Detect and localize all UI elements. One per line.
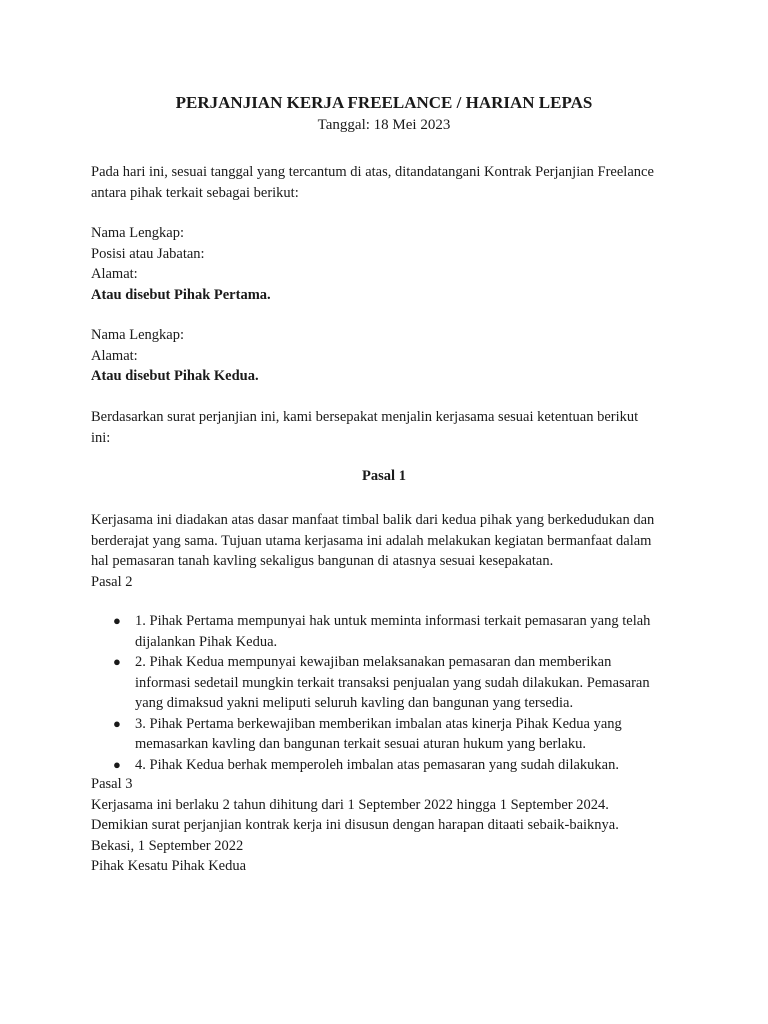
list-item (91, 714, 691, 755)
bullet-icon: ● (113, 654, 121, 669)
document-title: PERJANJIAN KERJA FREELANCE / HARIAN LEPAS (175, 93, 593, 112)
party-one-name-label: Nama Lengkap: (91, 225, 185, 241)
closing-statement: Demikian surat perjanjian kontrak kerja ini disusun dengan harapan ditaati sebaik-baiknya. (91, 817, 619, 833)
list-item-line: 3. Pihak Pertama berkewajiban memberikan imbalan atas kinerja Pihak Kedua yang (135, 715, 622, 732)
party-two-designation: Atau disebut Pihak Kedua. (91, 368, 259, 384)
list-item-line: 2. Pihak Kedua mempunyai kewajiban melaksanakan pemasaran dan memberikan (135, 654, 612, 670)
pasal-2-heading: Pasal 2 (91, 573, 133, 590)
closing-block (91, 774, 691, 877)
pasal-1-line: Kerjasama ini diadakan atas dasar manfaat timbal balik dari kedua pihak yang berkedudukan dan (91, 512, 655, 528)
party-one-position-label: Posisi atau Jabatan: (91, 245, 205, 262)
list-item-line: 1. Pihak Pertama mempunyai hak untuk meminta informasi terkait pemasaran yang telah (135, 613, 651, 629)
bullet-icon: ● (113, 715, 121, 731)
party-one-address-label: Alamat: (91, 266, 138, 282)
pasal-1-heading: Pasal 1 (362, 468, 406, 484)
pasal-1-paragraph (91, 510, 691, 592)
intro-paragraph (91, 162, 691, 203)
list-item (91, 755, 691, 776)
party-two-name-label: Nama Lengkap: (91, 327, 185, 343)
agreement-line: ini: (91, 429, 111, 446)
party-one-designation: Atau disebut Pihak Pertama. (91, 286, 271, 303)
intro-line: Pada hari ini, sesuai tanggal yang tercantum di atas, ditandatangani Kontrak Perjanjian Freelance (91, 164, 654, 180)
bullet-icon: ● (113, 613, 121, 628)
pasal-1-line: berderajat yang sama. Tujuan utama kerjasama ini adalah melakukan kegiatan bermanfaat dalam (91, 532, 652, 549)
list-item (91, 611, 691, 652)
agreement-line: Berdasarkan surat perjanjian ini, kami bersepakat menjalin kerjasama sesuai ketentuan berikut (91, 409, 639, 425)
bullet-icon: ● (113, 756, 121, 772)
party-one-block (91, 223, 691, 305)
list-item-line: informasi sedetail mungkin terkait transaksi penjualan yang sudah dilakukan. Pemasaran (135, 674, 650, 691)
list-item-line: memasarkan kavling dan bangunan terkait sesuai aturan hukum yang berlaku. (135, 736, 586, 752)
intro-line: antara pihak terkait sebagai berikut: (91, 184, 299, 201)
pasal-2-list (91, 611, 691, 775)
list-item-line: yang dimaksud yakni meliputi seluruh kavling dan bangunan yang tersedia. (135, 695, 574, 711)
list-item-line: dijalankan Pihak Kedua. (135, 633, 278, 650)
pasal-1-line: hal pemasaran tanah kavling sekaligus bangunan di atasnya sesuai kesepakatan. (91, 553, 554, 569)
agreement-paragraph (91, 407, 691, 448)
list-item (91, 652, 691, 714)
pasal-3-line: Kerjasama ini berlaku 2 tahun dihitung dari 1 September 2022 hingga 1 September 2024. (91, 796, 609, 813)
pasal-3-heading: Pasal 3 (91, 776, 133, 792)
signatories: Pihak Kesatu Pihak Kedua (91, 858, 247, 874)
place-date: Bekasi, 1 September 2022 (91, 837, 244, 854)
party-two-block (91, 325, 691, 387)
document-date: Tanggal: 18 Mei 2023 (317, 117, 451, 133)
list-item-line: 4. Pihak Kedua berhak memperoleh imbalan atas pemasaran yang sudah dilakukan. (135, 756, 619, 773)
party-two-address-label: Alamat: (91, 347, 138, 364)
